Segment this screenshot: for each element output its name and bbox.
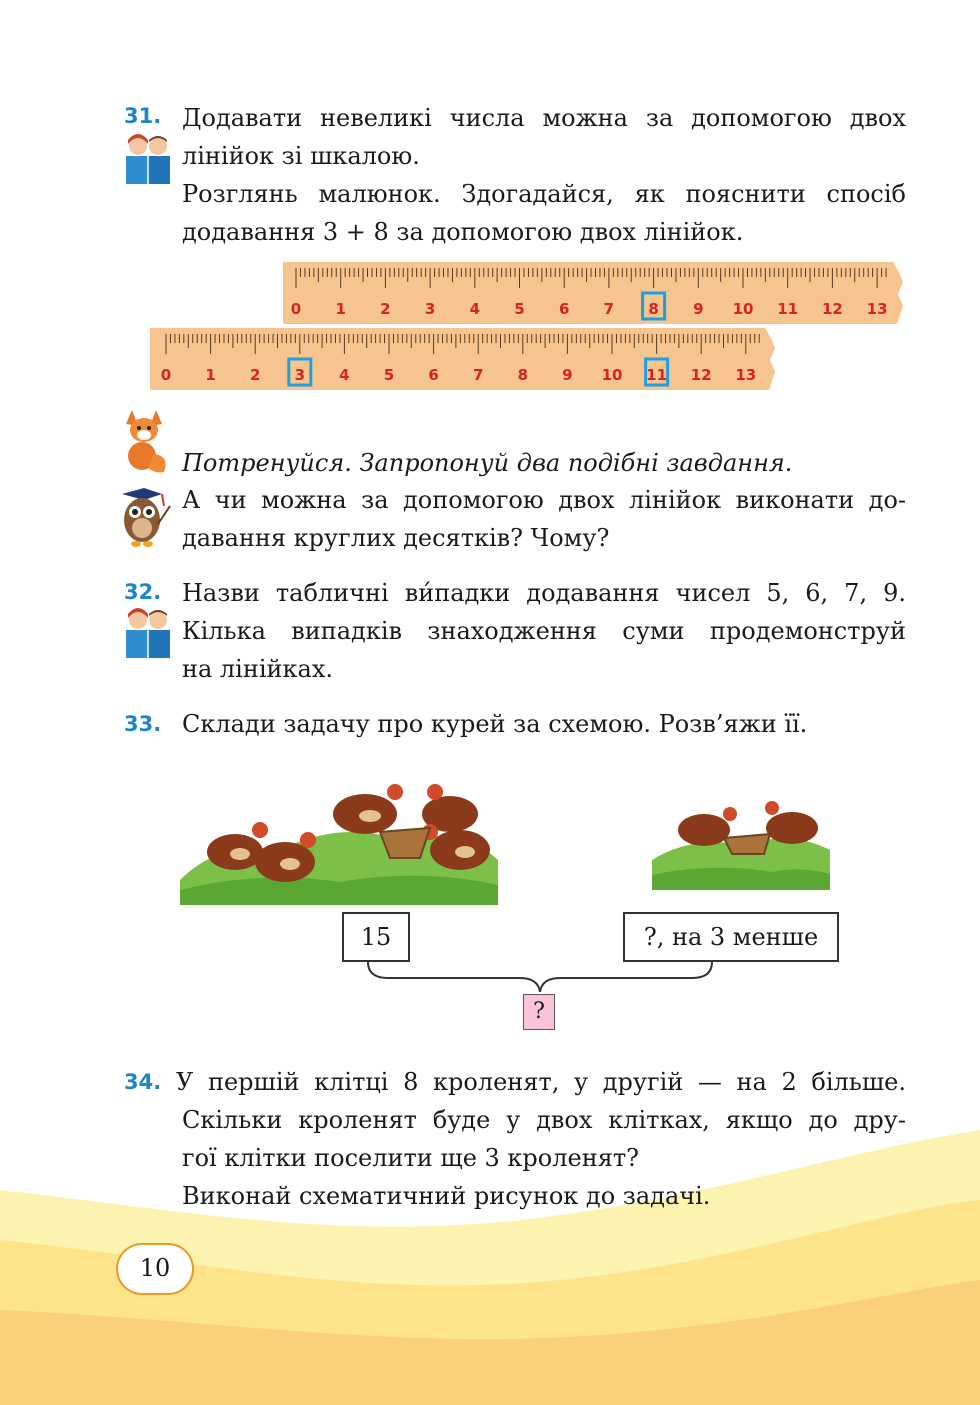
task-32-line-1: Назви табличні ви́падки додавання чисел 5, 6, 7, 9.: [182, 579, 906, 607]
task-34-line-4: Виконай схематичний рисунок до задачі.: [182, 1182, 711, 1210]
task-32-number: 32.: [124, 580, 162, 604]
fox-icon: [118, 404, 170, 476]
task-31-line-3: Розглянь малюнок. Здогадайся, як пояснити спосіб: [182, 180, 906, 208]
scheme-box-second: ?, на 3 менше: [623, 912, 839, 962]
scheme-brace: [360, 958, 720, 994]
practice-line-1: А чи можна за допомогою двох лінійок виконати до-: [182, 486, 906, 514]
page-number: 10: [116, 1243, 194, 1295]
task-31-number: 31.: [124, 104, 162, 128]
hens-group-small-illustration: [652, 790, 830, 890]
practice-italic-line: Потренуйся. Запропонуй два подібні завдання.: [182, 449, 793, 477]
ruler-bottom-label: 3: [294, 366, 306, 384]
ruler-top-label: 9: [693, 300, 704, 318]
ruler-top-label: 5: [514, 300, 525, 318]
task-33-text: Склади задачу про курей за схемою. Розв’яжи її.: [182, 710, 808, 738]
ruler-bottom-label: 12: [690, 366, 712, 384]
ruler-bottom-label: 11: [646, 366, 668, 384]
task-31-line-1: Додавати невеликі числа можна за допомогою двох: [182, 104, 906, 132]
ruler-bottom-label: 7: [472, 366, 484, 384]
ruler-bottom: [150, 328, 775, 390]
ruler-bottom-body: [150, 328, 775, 390]
ruler-top-label: 2: [380, 300, 391, 318]
ruler-top-label: 3: [424, 300, 436, 318]
ruler-top-label: 1: [335, 300, 346, 318]
practice-line-2: давання круглих десятків? Чому?: [182, 524, 610, 552]
ruler-top-label: 10: [732, 300, 754, 318]
task-31-line-4: додавання 3 + 8 за допомогою двох лінійок.: [182, 218, 744, 246]
task-33-number: 33.: [124, 712, 162, 736]
ruler-bottom-label: 6: [428, 366, 439, 384]
ruler-top: [283, 262, 903, 324]
task-34-number: 34.: [124, 1070, 162, 1094]
ruler-top-label: 13: [866, 300, 888, 318]
owl-teacher-icon: [110, 484, 174, 554]
children-reading-icon: [120, 606, 176, 662]
task-34-line-3: гої клітки поселити ще 3 кроленят?: [182, 1144, 639, 1172]
task-31-line-2: лінійок зі шкалою.: [182, 142, 420, 170]
ruler-bottom-label: 4: [339, 366, 350, 384]
ruler-top-label: 4: [469, 300, 481, 318]
ruler-bottom-label: 8: [517, 366, 529, 384]
ruler-bottom-label: 1: [205, 366, 216, 384]
ruler-bottom-label: 10: [601, 366, 623, 384]
ruler-top-label: 11: [777, 300, 799, 318]
ruler-top-label: 8: [648, 300, 659, 318]
task-34-line-2: Скільки кроленят буде у двох клітках, якщо до дру-: [182, 1106, 906, 1134]
scheme-total-question-box: ?: [523, 994, 555, 1030]
hens-group-large-illustration: [180, 770, 498, 910]
ruler-top-label: 7: [603, 300, 615, 318]
children-reading-icon: [120, 132, 176, 188]
ruler-bottom-label: 5: [383, 366, 395, 384]
ruler-top-label: 0: [290, 300, 302, 318]
ruler-top-label: 6: [558, 300, 570, 318]
ruler-top-label: 12: [821, 300, 843, 318]
ruler-bottom-label: 2: [249, 366, 261, 384]
scheme-box-first: 15: [342, 912, 410, 962]
ruler-bottom-label: 0: [160, 366, 172, 384]
ruler-bottom-label: 13: [735, 366, 757, 384]
ruler-bottom-label: 9: [562, 366, 573, 384]
task-34-line-1: У першій клітці 8 кроленят, у другій — на 2 більше.: [176, 1068, 906, 1096]
task-32-line-2: Кілька випадків знаходження суми продемонструй: [182, 617, 906, 645]
task-32-line-3: на лінійках.: [182, 655, 333, 683]
